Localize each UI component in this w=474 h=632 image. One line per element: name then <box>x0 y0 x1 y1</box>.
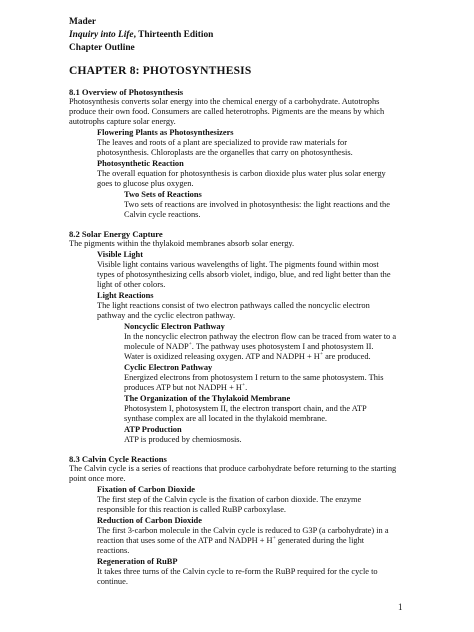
body-text: pathway and the cyclic electron pathway. <box>97 311 236 320</box>
body-text: It takes three turns of the Calvin cycle to re-form the RuBP required for the cycle to <box>97 567 378 576</box>
book-title: Inquiry into Life <box>69 30 134 40</box>
body-text: The first step of the Calvin cycle is the fixation of carbon dioxide. The enzyme <box>97 495 362 504</box>
text-run: reaction that uses some of the ATP and NADPH + H <box>97 536 273 545</box>
text-run: . The pathway uses photosystem I and photosystem II. <box>191 342 374 351</box>
body-text: The leaves and roots of a plant are specialized to provide raw materials for <box>97 138 347 147</box>
subheading-photosynthetic-reaction: Photosynthetic Reaction <box>97 159 184 168</box>
chapter-outline-label: Chapter Outline <box>69 43 135 53</box>
book-title-line <box>69 29 213 41</box>
superscript: + <box>188 341 192 348</box>
body-text: point once more. <box>69 474 126 483</box>
subheading-visible-light: Visible Light <box>97 250 143 259</box>
body-text: The first 3-carbon molecule in the Calvin cycle is reduced to G3P (a carbohydrate) in a <box>97 526 389 535</box>
body-text: Photosynthesis converts solar energy into the chemical energy of a carbohydrate. Autotrophs <box>69 97 380 106</box>
body-text: The Calvin cycle is a series of reactions that produce carbohydrate before returning to the starting <box>69 464 397 473</box>
body-text: light of other colors. <box>97 280 166 289</box>
body-text: photosynthesis. Chloroplasts are the organelles that carry on photosynthesis. <box>97 148 353 157</box>
body-text: Visible light contains various wavelengths of light. The pigments found within most <box>97 260 379 269</box>
body-text: reactions. <box>97 546 130 555</box>
subheading-thylakoid-organization: The Organization of the Thylakoid Membrane <box>124 394 291 403</box>
body-text: The overall equation for photosynthesis is carbon dioxide plus water plus solar energy <box>97 169 386 178</box>
body-text: The pigments within the thylakoid membranes absorb solar energy. <box>69 239 295 248</box>
subheading-two-sets: Two Sets of Reactions <box>124 190 202 199</box>
body-text: responsible for this reaction is called RuBP carboxylase. <box>97 505 287 514</box>
superscript: + <box>272 535 276 542</box>
body-text: types of photosynthesizing cells absorb violet, indigo, blue, and red light better than the <box>97 270 391 279</box>
body-text: goes to glucose plus oxygen. <box>97 179 194 188</box>
body-text <box>124 383 247 393</box>
body-text <box>97 536 364 546</box>
text-run: are produced. <box>322 352 371 361</box>
section-heading-8-1: 8.1 Overview of Photosynthesis <box>69 87 184 97</box>
edition: , Thirteenth Edition <box>133 30 214 40</box>
subheading-reduction: Reduction of Carbon Dioxide <box>97 516 202 525</box>
text-run: molecule of NADP <box>124 342 189 351</box>
text-run: Water is oxidized releasing oxygen. ATP and NADPH + H <box>124 352 320 361</box>
superscript: + <box>319 351 323 358</box>
superscript: + <box>241 382 246 389</box>
subheading-regeneration: Regeneration of RuBP <box>97 557 178 566</box>
body-text: produce their own food. Consumers are called heterotrophs. Pigments are the means by which <box>69 107 385 116</box>
subheading-fixation: Fixation of Carbon Dioxide <box>97 485 195 494</box>
subheading-flowering-plants: Flowering Plants as Photosynthesizers <box>97 128 234 137</box>
section-heading-8-2: 8.2 Solar Energy Capture <box>69 229 163 239</box>
subheading-noncyclic: Noncyclic Electron Pathway <box>124 322 225 331</box>
text-run: produces ATP but not NADPH + H <box>124 383 242 392</box>
body-text: Energized electrons from photosystem I return to the same photosystem. This <box>124 373 384 382</box>
body-text <box>124 352 371 362</box>
subheading-cyclic: Cyclic Electron Pathway <box>124 363 213 372</box>
text-run: . <box>245 383 248 392</box>
section-heading-8-3: 8.3 Calvin Cycle Reactions <box>69 454 167 464</box>
body-text: continue. <box>97 577 128 586</box>
body-text: Photosystem I, photosystem II, the electron transport chain, and the ATP <box>124 404 367 413</box>
page-number: 1 <box>398 602 403 612</box>
body-text: synthase complex are all located in the thylakoid membrane. <box>124 414 328 423</box>
body-text <box>124 342 374 352</box>
body-text: The light reactions consist of two electron pathways called the noncyclic electron <box>97 301 370 310</box>
author: Mader <box>69 17 97 27</box>
subheading-light-reactions: Light Reactions <box>97 291 154 300</box>
subheading-atp-production: ATP Production <box>124 425 182 434</box>
chapter-title: CHAPTER 8: PHOTOSYNTHESIS <box>69 65 252 77</box>
body-text: Two sets of reactions are involved in photosynthesis: the light reactions and the <box>124 200 390 209</box>
body-text: autotrophs capture solar energy. <box>69 117 176 126</box>
body-text: In the noncyclic electron pathway the electron flow can be traced from water to a <box>124 332 397 341</box>
body-text: ATP is produced by chemiosmosis. <box>124 435 242 444</box>
text-run: generated during the light <box>275 536 365 545</box>
body-text: Calvin cycle reactions. <box>124 210 201 219</box>
